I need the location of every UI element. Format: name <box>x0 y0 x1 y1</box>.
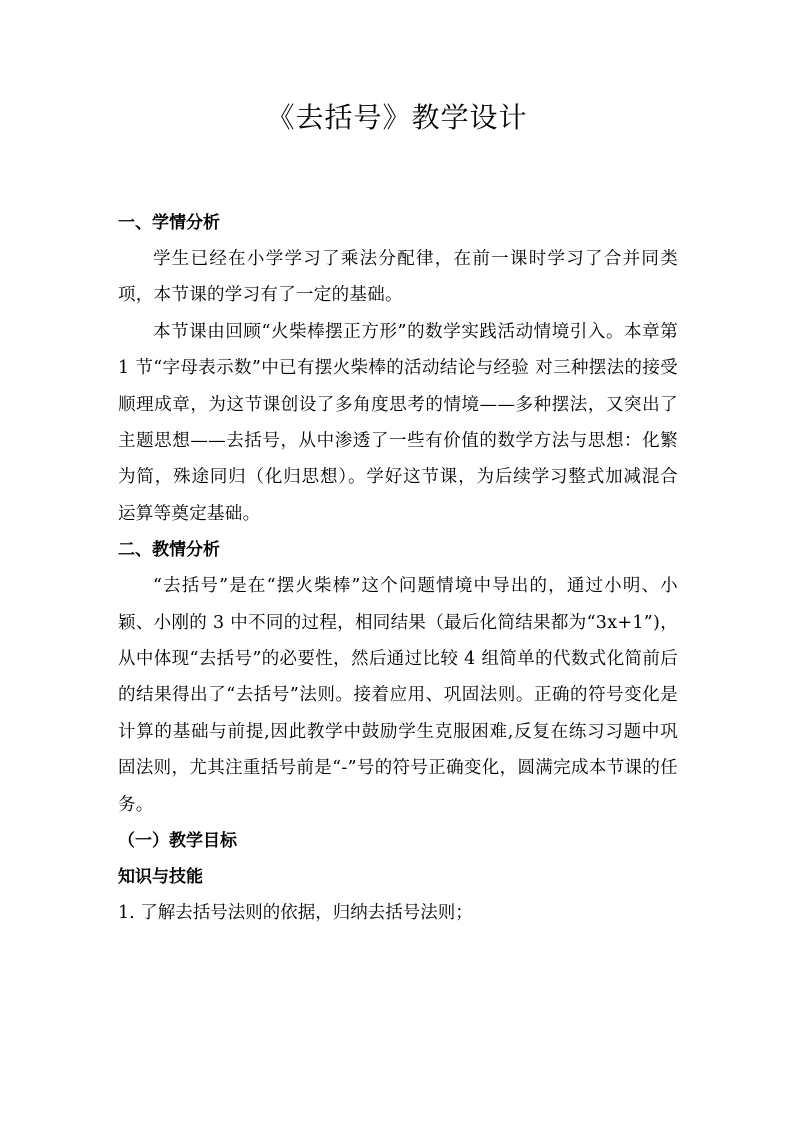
paragraph: 学生已经在小学学习了乘法分配律，在前一课时学习了合并同类项，本节课的学习有了一定的基础。 <box>118 249 678 306</box>
subheading-knowledge-skills: 知识与技能 <box>118 867 203 888</box>
paragraph: 本节课由回顾“火柴棒摆正方形”的数学实践活动情境引入。本章第 1 节“字母表示数”中已有摆火柴棒的活动结论与经验 对三种摆法的接受顺理成章，为这节课创设了多角度思考的情境——多种摆法，又突出了主题思想——去括号，从中渗透了一些有价值的数学方法与思想：化繁为简，殊途同归（化归思想）。学好这节课，为后续学习整式加减混合运算等奠定基础。 <box>118 321 678 524</box>
section-heading-teaching-analysis: 二、教情分析 <box>118 540 220 561</box>
paragraph: “去括号”是在“摆火柴棒”这个问题情境中导出的，通过小明、小颖、小刚的 3 中不同的过程，相同结果（最后化简结果都为“3x+1”)，从中体现“去括号”的必要性，然后通过比较 4 组简单的代数式化简前后的结果得出了“去括号”法则。接着应用、巩固法则。正确的符号变化是计算的基础与前提,因此教学中鼓励学生克服困难,反复在练习习题中巩固法则，尤其注重括号前是“-”号的符号正确变化，圆满完成本节课的任务。 <box>118 576 678 815</box>
document-body <box>118 205 678 931</box>
document-title: 《去括号》教学设计 <box>266 101 528 134</box>
list-item: 1. 了解去括号法则的依据，归纳去括号法则； <box>118 903 473 924</box>
section-heading-learning-analysis: 一、学情分析 <box>118 213 220 233</box>
subsection-heading-teaching-goals: （一）教学目标 <box>118 831 237 852</box>
